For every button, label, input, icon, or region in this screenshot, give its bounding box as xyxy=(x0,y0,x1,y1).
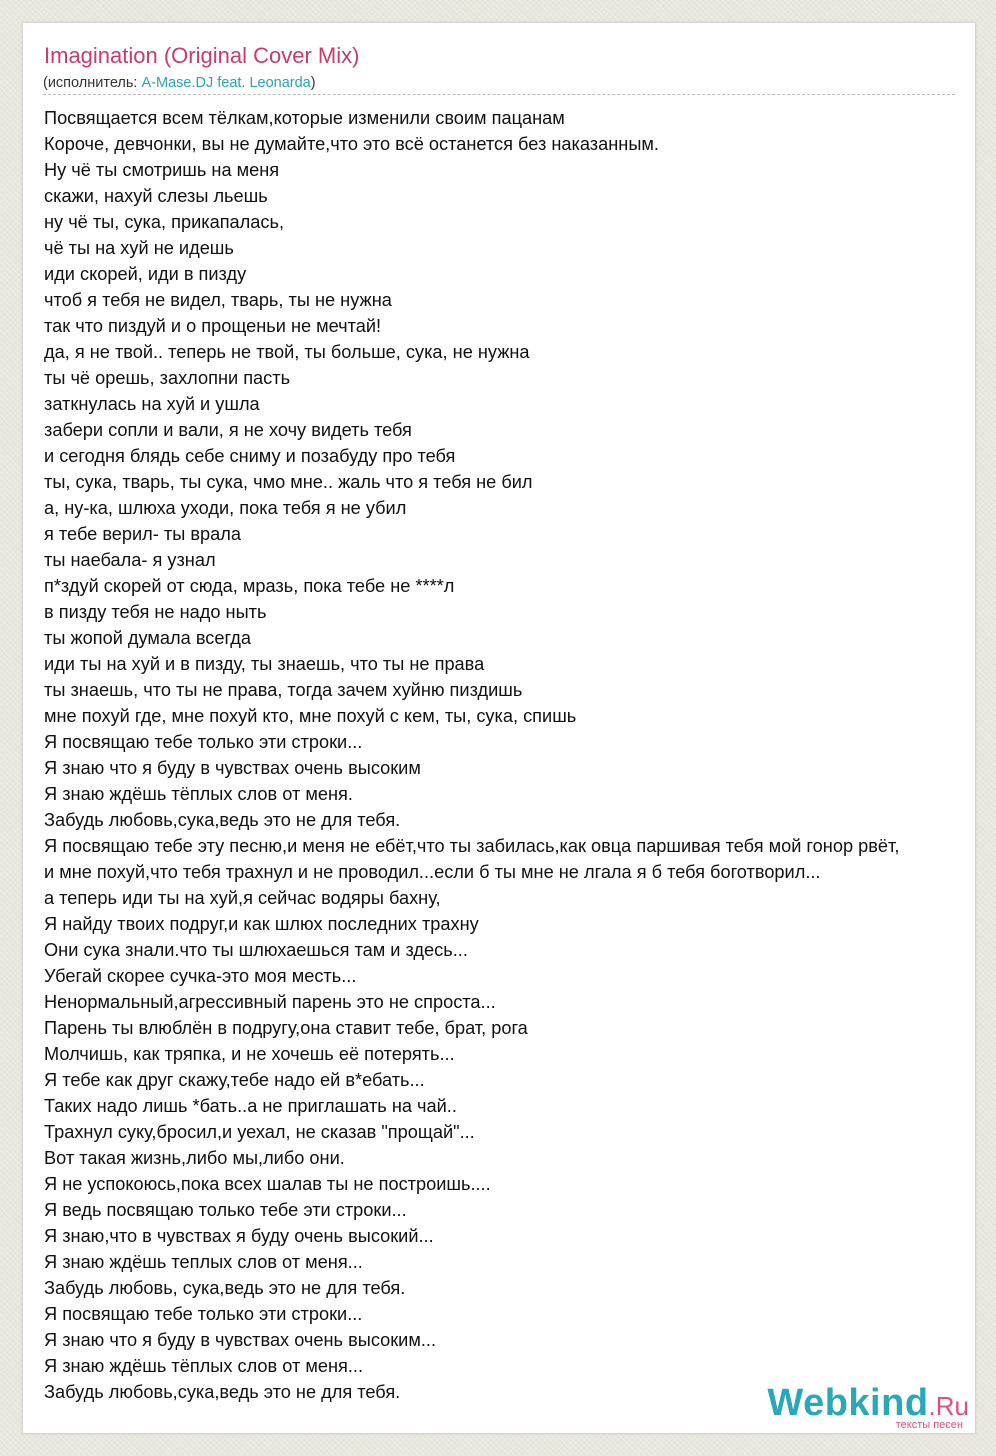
lyric-line: Парень ты влюблён в подругу,она ставит тебе, брат, рога xyxy=(44,1018,528,1038)
lyric-line: а теперь иди ты на хуй,я сейчас водяры бахну, xyxy=(44,888,441,908)
artist-suffix: ) xyxy=(310,75,316,91)
artist-line xyxy=(43,75,316,91)
lyric-line: Я не успокоюсь,пока всех шалав ты не построишь.... xyxy=(44,1174,491,1194)
lyric-line: иди ты на хуй и в пизду, ты знаешь, что ты не права xyxy=(44,654,485,674)
lyric-line: Я посвящаю тебе только эти строки... xyxy=(44,1304,363,1324)
lyric-line: заткнулась на хуй и ушла xyxy=(44,394,260,414)
lyric-line: Забудь любовь,сука,ведь это не для тебя. xyxy=(44,810,401,830)
logo-tagline: тексты песен xyxy=(895,1419,963,1431)
lyric-line: чтоб я тебя не видел, тварь, ты не нужна xyxy=(44,290,392,310)
lyric-line: иди скорей, иди в пизду xyxy=(44,264,247,284)
lyric-line: забери сопли и вали, я не хочу видеть тебя xyxy=(44,420,412,440)
site-logo[interactable] xyxy=(767,1384,969,1431)
artist-prefix: (исполнитель: xyxy=(43,75,142,91)
lyric-line: Я знаю ждёшь тёплых слов от меня. xyxy=(44,784,353,804)
lyric-line: ты жопой думала всегда xyxy=(44,628,252,648)
lyric-line: Забудь любовь, сука,ведь это не для тебя. xyxy=(44,1278,406,1298)
logo-wordmark: Webkind xyxy=(767,1382,929,1424)
lyric-line: ты, сука, тварь, ты сука, чмо мне.. жаль что я тебя не бил xyxy=(44,472,533,492)
lyric-line: Я посвящаю тебе только эти строки... xyxy=(44,732,363,752)
logo-domain: .Ru xyxy=(928,1391,969,1421)
lyric-line: Молчишь, как тряпка, и не хочешь её потерять... xyxy=(44,1044,455,1064)
lyric-line: в пизду тебя не надо ныть xyxy=(44,602,267,622)
lyric-line: ты чё орешь, захлопни пасть xyxy=(44,368,291,388)
lyric-line: Они сука знали.что ты шлюхаешься там и здесь... xyxy=(44,940,468,960)
lyric-line: Я посвящаю тебе эту песню,и меня не ебёт,что ты забилась,как овца паршивая тебя мой гонор рвёт, xyxy=(44,836,900,856)
lyric-line: а, ну-ка, шлюха уходи, пока тебя я не убил xyxy=(44,498,407,518)
lyric-line: скажи, нахуй слезы льешь xyxy=(44,186,268,206)
lyric-line: так что пиздуй и о прощеньи не мечтай! xyxy=(44,316,382,336)
lyric-line: Убегай скорее сучка-это моя месть... xyxy=(44,966,357,986)
lyric-line: ты наебала- я узнал xyxy=(44,550,216,570)
lyric-line: Я тебе как друг скажу,тебе надо ей в*ебать... xyxy=(44,1070,425,1090)
lyric-line: да, я не твой.. теперь не твой, ты больше, сука, не нужна xyxy=(44,342,530,362)
artist-link[interactable]: A-Mase.DJ feat. Leonarda xyxy=(141,75,311,91)
lyric-line: мне похуй где, мне похуй кто, мне похуй с кем, ты, сука, спишь xyxy=(44,706,577,726)
lyric-line: Посвящается всем тёлкам,которые изменили своим пацанам xyxy=(44,108,565,128)
lyric-line: и сегодня блядь себе сниму и позабуду про тебя xyxy=(44,446,456,466)
lyric-line: Я знаю ждёшь теплых слов от меня... xyxy=(44,1252,363,1272)
lyric-line: Я знаю что я буду в чувствах очень высоким... xyxy=(44,1330,437,1350)
lyric-line: я тебе верил- ты врала xyxy=(44,524,241,544)
lyric-line: чё ты на хуй не идешь xyxy=(44,238,234,258)
lyric-line: ну чё ты, сука, прикапалась, xyxy=(44,212,285,232)
song-title: Imagination (Original Cover Mix) xyxy=(44,43,360,68)
lyric-line: Ну чё ты смотришь на меня xyxy=(44,160,280,180)
lyric-line: Таких надо лишь *бать..а не приглашать на чай.. xyxy=(44,1096,457,1116)
lyric-line: Я найду твоих подруг,и как шлюх последних трахну xyxy=(44,914,479,934)
lyric-line: Ненормальный,агрессивный парень это не спроста... xyxy=(44,992,496,1012)
lyric-line: Я знаю,что в чувствах я буду очень высокий... xyxy=(44,1226,434,1246)
lyric-line: Вот такая жизнь,либо мы,либо они. xyxy=(44,1148,345,1168)
lyric-line: п*здуй скорей от сюда, мразь, пока тебе не ****л xyxy=(44,576,455,596)
lyric-line: Забудь любовь,сука,ведь это не для тебя. xyxy=(44,1382,401,1402)
lyric-line: ты знаешь, что ты не права, тогда зачем хуйню пиздишь xyxy=(44,680,523,700)
lyric-line: Трахнул суку,бросил,и уехал, не сказав "прощай"... xyxy=(44,1122,475,1142)
lyric-line: Я знаю ждёшь тёплых слов от меня... xyxy=(44,1356,364,1376)
lyrics-text xyxy=(44,105,899,1405)
lyrics-card xyxy=(22,22,976,1434)
lyric-line: Я знаю что я буду в чувствах очень высоким xyxy=(44,758,421,778)
divider xyxy=(43,94,955,95)
lyric-line: Я ведь посвящаю только тебе эти строки... xyxy=(44,1200,407,1220)
lyric-line: Короче, девчонки, вы не думайте,что это всё останется без наказанным. xyxy=(44,134,659,154)
lyric-line: и мне похуй,что тебя трахнул и не проводил...если б ты мне не лгала я б тебя боготворил... xyxy=(44,862,821,882)
